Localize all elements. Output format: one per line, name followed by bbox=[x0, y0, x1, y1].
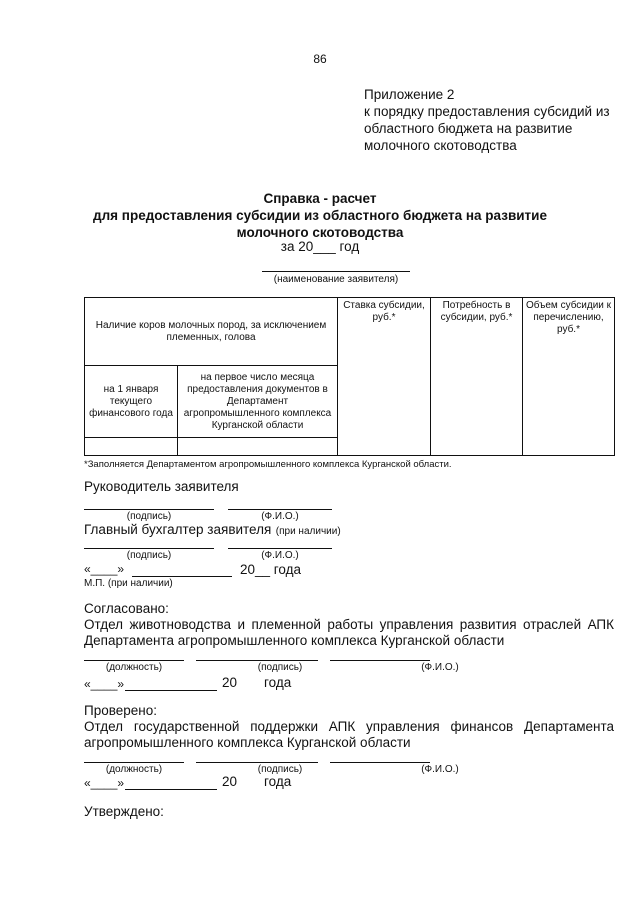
date-left: «____» bbox=[84, 677, 125, 691]
date-year: 20 bbox=[222, 675, 238, 690]
date-month-field[interactable] bbox=[132, 576, 232, 577]
appendix-line: к порядку предоставления субсидий из bbox=[364, 104, 610, 119]
header-subsidy-rate: Ставка субсидии, руб.* bbox=[338, 298, 431, 456]
accountant-fio-field[interactable] bbox=[228, 548, 332, 549]
checked-date-field[interactable] bbox=[125, 789, 217, 790]
date-year: 20 bbox=[222, 774, 238, 789]
page-number: 86 bbox=[313, 52, 327, 66]
head-of-applicant-label: Руководитель заявителя bbox=[84, 479, 239, 494]
head-signature-field[interactable] bbox=[84, 509, 214, 510]
document-title: Справка - расчет bbox=[263, 191, 377, 206]
fio-caption: (Ф.И.О.) bbox=[261, 550, 299, 561]
checked-department-line: агропромышленного комплекса Курганской области bbox=[84, 735, 411, 750]
agreed-label: Согласовано: bbox=[84, 601, 169, 616]
appendix-line: молочного скотоводства bbox=[364, 138, 517, 153]
date-year: 20__ года bbox=[240, 562, 302, 577]
fio-caption: (Ф.И.О.) bbox=[421, 662, 459, 673]
date-left: «____» bbox=[84, 776, 125, 790]
data-cell[interactable] bbox=[85, 438, 178, 456]
checked-label: Проверено: bbox=[84, 703, 157, 718]
fio-caption: (Ф.И.О.) bbox=[421, 764, 459, 775]
agreed-date-field[interactable] bbox=[125, 690, 217, 691]
checked-fio-field[interactable] bbox=[330, 762, 430, 763]
appendix-line: Приложение 2 bbox=[364, 87, 455, 102]
accountant-signature-field[interactable] bbox=[84, 548, 214, 549]
data-cell[interactable] bbox=[178, 438, 338, 456]
approved-label: Утверждено: bbox=[84, 804, 164, 819]
checked-signature-field[interactable] bbox=[196, 762, 318, 763]
chief-accountant-line bbox=[84, 521, 341, 539]
document-title-line: для предоставления субсидии из областного бюджета на развитие bbox=[93, 208, 547, 223]
agreed-department-line: Департамента агропромышленного комплекса Курганской области bbox=[84, 633, 505, 648]
agreed-department: Отдел животноводства и племенной работы управления развития отраслей АПК bbox=[84, 617, 614, 632]
signature-caption: (подпись) bbox=[257, 764, 303, 775]
position-caption: (должность) bbox=[105, 764, 163, 775]
calculation-table bbox=[84, 297, 615, 456]
position-caption: (должность) bbox=[105, 662, 163, 673]
footnote: *Заполняется Департаментом агропромышленного комплекса Курганской области. bbox=[84, 459, 452, 470]
document-title-line: молочного скотоводства bbox=[236, 225, 404, 240]
subheader-first-day: на первое число месяца предоставления документов в Департамент агропромышленного комплекса Курганской области bbox=[178, 366, 338, 438]
signature-caption: (подпись) bbox=[126, 550, 172, 561]
report-year: за 20___ год bbox=[280, 239, 360, 254]
signature-caption: (подпись) bbox=[126, 511, 172, 522]
header-subsidy-need: Потребность в субсидии, руб.* bbox=[431, 298, 523, 456]
date-suffix: года bbox=[264, 675, 292, 690]
agreed-fio-field[interactable] bbox=[330, 660, 430, 661]
appendix-line: областного бюджета на развитие bbox=[364, 121, 573, 136]
checked-department: Отдел государственной поддержки АПК управления финансов Департамента bbox=[84, 719, 614, 734]
fio-caption: (Ф.И.О.) bbox=[261, 511, 299, 522]
chief-accountant-label: Главный бухгалтер заявителя bbox=[84, 522, 272, 537]
applicant-caption: (наименование заявителя) bbox=[273, 274, 399, 285]
date-left: «____» bbox=[84, 562, 125, 576]
stamp-note: М.П. (при наличии) bbox=[84, 578, 173, 589]
chief-accountant-note: (при наличии) bbox=[275, 526, 341, 537]
header-cows: Наличие коров молочных пород, за исключением племенных, голова bbox=[85, 298, 338, 366]
agreed-position-field[interactable] bbox=[84, 660, 184, 661]
applicant-name-field[interactable] bbox=[262, 271, 410, 272]
date-suffix: года bbox=[264, 774, 292, 789]
agreed-signature-field[interactable] bbox=[196, 660, 318, 661]
appendix-block bbox=[364, 86, 610, 154]
signature-caption: (подпись) bbox=[257, 662, 303, 673]
header-subsidy-volume: Объем субсидии к перечислению, руб.* bbox=[523, 298, 615, 456]
head-fio-field[interactable] bbox=[228, 509, 332, 510]
subheader-jan-1: на 1 января текущего финансового года bbox=[85, 366, 178, 438]
checked-position-field[interactable] bbox=[84, 762, 184, 763]
